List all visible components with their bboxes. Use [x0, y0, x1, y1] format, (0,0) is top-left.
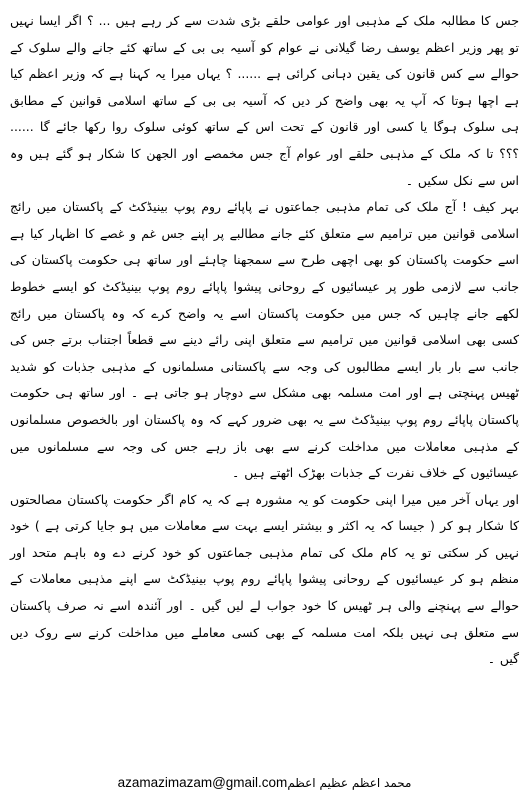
article-body	[10, 8, 519, 673]
paragraph-1: جس کا مطالبہ ملک کے مذہبی اور عوامی حلقے بڑی شدت سے کر رہے ہیں ... ؟ اگر ایسا نہیں تو پھر وزیر اعظم یوسف رضا گیلانی نے عوام کو آسیہ بی بی کے ساتھ کئے جانے والے سلوک کے حوالے سے کس قانون کی یقین دہانی کرائی ہے ...... ؟ یہاں میرا یہ کہنا ہے کہ وزیر اعظم کیا ہے اچھا ہوتا کہ آپ یہ بھی واضح کر دیں کہ آسیہ بی بی کے ساتھ اسلامی قوانین کے مطابق ہی سلوک ہوگا یا کسی اور قانون کے تحت اس کے ساتھ کوئی سلوک روا رکھا جائے گا ...... ؟؟؟ تا کہ ملک کے مذہبی حلقے اور عوام آج جس مخمصے اور الجھن کا شکار ہو گئے ہیں وہ اس سے نکل سکیں ۔	[10, 13, 519, 188]
paragraph-2: بہر کیف ! آج ملک کی تمام مذہبی جماعتوں نے پاپائے روم پوپ بینیڈکٹ کے پاکستان میں رائج اسلامی قوانین میں ترامیم سے متعلق کئے جانے مطالبے پر اپنے جس غم و غصے کا اظہار کیا ہے اسے حکومت پاکستان کو بھی اچھی طرح سے سمجھنا چاہئے اور ساتھ ہی حکومت پاکستان کی جانب سے لازمی طور پر عیسائیوں کے روحانی پیشوا پاپائے روم پوپ بینیڈکٹ کو ایسے خطوط لکھے جانے چاہیں کہ جس میں حکومت پاکستان اسے یہ واضح کرے کہ وہ پاکستان میں رائج کسی بھی اسلامی قوانین میں ترامیم سے متعلق اپنی رائے دینے سے قطعاً اجتناب برتے جس کی جانب سے بار بار ایسے مطالبوں کی وجہ سے پاکستانی مسلمانوں کے مذہبی جذبات کو شدید ٹھیس پہنچتی ہے اور امت مسلمہ بھی مشکل سے دوچار ہو جاتی ہے ۔ اور ساتھ ہی حکومت پاکستان پاپائے روم پوپ بینیڈکٹ سے یہ بھی ضرور کہے کہ وہ پاکستان اور بالخصوص مسلمانوں کے مذہبی معاملات میں مداخلت کرنے سے بھی باز رہے جس کی وجہ سے مسلمانوں میں عیسائیوں کے خلاف نفرت کے جذبات بھڑک اٹھتے ہیں ۔	[10, 199, 519, 481]
paragraph-3: اور یہاں آخر میں میرا اپنی حکومت کو یہ مشورہ ہے کہ یہ کام اگر حکومت پاکستان مصالحتوں کا شکار ہو کر ( جیسا کہ یہ اکثر و بیشتر ایسے بہت سے معاملات میں ہو جایا کرتی ہے ) خود نہیں کر سکتی تو یہ کام ملک کی تمام مذہبی جماعتوں کو خود کرنے دے وہ باہم متحد اور منظم ہو کر عیسائیوں کے روحانی پیشوا پاپائے روم پوپ بینیڈکٹ سے اپنے مذہبی معاملات کے حوالے سے پہنچنے والی ہر ٹھیس کا خود جواب لے لیں گیں ۔ اور آئندہ اسے نہ صرف پاکستان سے متعلق ہی نہیں بلکہ امت مسلمہ کے بھی کسی معاملے میں مداخلت کرنے سے روک دیں گیں ۔	[10, 491, 519, 667]
author-email: azamazimazam@gmail.com	[117, 775, 288, 790]
author-signature	[0, 772, 529, 795]
author-name: محمد اعظم عظیم اعظم	[287, 776, 412, 790]
